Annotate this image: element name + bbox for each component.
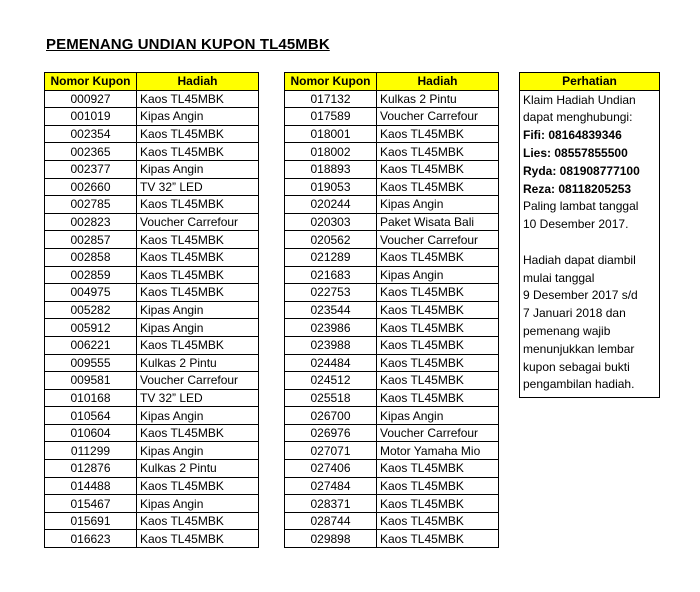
prize-cell: Kipas Angin	[137, 108, 259, 126]
table-row	[285, 90, 499, 108]
table-row	[45, 424, 259, 442]
table-row	[285, 231, 499, 249]
prize-cell: Kaos TL45MBK	[137, 125, 259, 143]
coupon-number-cell: 027484	[285, 477, 377, 495]
table-row	[45, 477, 259, 495]
prize-cell: Voucher Carrefour	[137, 213, 259, 231]
coupon-number-cell: 020303	[285, 213, 377, 231]
coupon-number-cell: 015691	[45, 512, 137, 530]
table-row	[45, 143, 259, 161]
coupon-number-cell: 023544	[285, 301, 377, 319]
prize-cell: Kaos TL45MBK	[137, 477, 259, 495]
notice-intro-line: dapat menghubungi:	[523, 110, 633, 125]
table-row	[285, 284, 499, 302]
prize-cell: Kulkas 2 Pintu	[137, 354, 259, 372]
column-header-prize: Hadiah	[377, 73, 499, 91]
table-row	[285, 495, 499, 513]
table-row	[45, 90, 259, 108]
prize-cell: Kaos TL45MBK	[377, 319, 499, 337]
deadline-line: 10 Desember 2017.	[523, 217, 629, 232]
prize-cell: Kaos TL45MBK	[137, 336, 259, 354]
table-row	[285, 530, 499, 548]
prize-cell: Kaos TL45MBK	[377, 160, 499, 178]
prize-cell: Kipas Angin	[137, 319, 259, 337]
table-row	[45, 389, 259, 407]
table-row	[45, 319, 259, 337]
coupon-number-cell: 021683	[285, 266, 377, 284]
table-row	[285, 108, 499, 126]
table-row	[45, 160, 259, 178]
prize-cell: Kaos TL45MBK	[377, 178, 499, 196]
notice-box	[519, 72, 660, 398]
coupon-number-cell: 022753	[285, 284, 377, 302]
coupon-number-cell: 015467	[45, 495, 137, 513]
coupon-number-cell: 004975	[45, 284, 137, 302]
coupon-number-cell: 018001	[285, 125, 377, 143]
prize-cell: Kaos TL45MBK	[137, 530, 259, 548]
pickup-line: 7 Januari 2018 dan	[523, 306, 626, 321]
prize-cell: Kaos TL45MBK	[137, 231, 259, 249]
coupon-number-cell: 024512	[285, 372, 377, 390]
coupon-number-cell: 028744	[285, 512, 377, 530]
prize-cell: Kipas Angin	[137, 407, 259, 425]
table-row	[45, 231, 259, 249]
coupon-number-cell: 019053	[285, 178, 377, 196]
prize-cell: Kaos TL45MBK	[377, 372, 499, 390]
prize-cell: Kipas Angin	[137, 160, 259, 178]
prize-cell: Kipas Angin	[377, 266, 499, 284]
prize-cell: Kaos TL45MBK	[377, 336, 499, 354]
table-row	[285, 125, 499, 143]
table-row	[285, 460, 499, 478]
coupon-number-cell: 002354	[45, 125, 137, 143]
coupon-number-cell: 002857	[45, 231, 137, 249]
coupon-number-cell: 002823	[45, 213, 137, 231]
prize-cell: Kaos TL45MBK	[137, 424, 259, 442]
prize-cell: Kaos TL45MBK	[377, 477, 499, 495]
coupon-number-cell: 023988	[285, 336, 377, 354]
winners-table-left	[44, 72, 259, 548]
contact-line: Lies: 08557855500	[523, 145, 628, 160]
coupon-number-cell: 002365	[45, 143, 137, 161]
prize-cell: Kaos TL45MBK	[137, 90, 259, 108]
table-row	[45, 213, 259, 231]
prize-cell: Kaos TL45MBK	[137, 266, 259, 284]
table-row	[285, 319, 499, 337]
table-row	[285, 178, 499, 196]
table-row	[45, 372, 259, 390]
prize-cell: Kulkas 2 Pintu	[377, 90, 499, 108]
coupon-number-cell: 017132	[285, 90, 377, 108]
prize-cell: Kaos TL45MBK	[377, 143, 499, 161]
table-row	[285, 266, 499, 284]
prize-cell: Kaos TL45MBK	[377, 248, 499, 266]
coupon-number-cell: 014488	[45, 477, 137, 495]
prize-cell: Kaos TL45MBK	[377, 389, 499, 407]
coupon-number-cell: 005282	[45, 301, 137, 319]
prize-cell: Kaos TL45MBK	[137, 248, 259, 266]
coupon-number-cell: 012876	[45, 460, 137, 478]
page-title: PEMENANG UNDIAN KUPON TL45MBK	[46, 36, 330, 53]
table-row	[45, 460, 259, 478]
coupon-number-cell: 017589	[285, 108, 377, 126]
prize-cell: Kaos TL45MBK	[377, 125, 499, 143]
table-row	[285, 424, 499, 442]
pickup-line: 9 Desember 2017 s/d	[523, 288, 638, 303]
table-row	[45, 301, 259, 319]
prize-cell: Kaos TL45MBK	[137, 143, 259, 161]
table-row	[285, 354, 499, 372]
coupon-number-cell: 027406	[285, 460, 377, 478]
prize-cell: Kaos TL45MBK	[377, 512, 499, 530]
coupon-number-cell: 010604	[45, 424, 137, 442]
prize-cell: TV 32” LED	[137, 389, 259, 407]
table-row	[285, 389, 499, 407]
coupon-number-cell: 009555	[45, 354, 137, 372]
prize-cell: Kaos TL45MBK	[377, 354, 499, 372]
coupon-number-cell: 006221	[45, 336, 137, 354]
column-header-coupon-number: Nomor Kupon	[45, 73, 137, 91]
prize-cell: Kaos TL45MBK	[377, 530, 499, 548]
table-row	[285, 336, 499, 354]
coupon-number-cell: 024484	[285, 354, 377, 372]
table-row	[285, 442, 499, 460]
coupon-number-cell: 002660	[45, 178, 137, 196]
column-header-prize: Hadiah	[137, 73, 259, 91]
table-row	[285, 248, 499, 266]
column-header-coupon-number: Nomor Kupon	[285, 73, 377, 91]
contact-line: Fifi: 08164839346	[523, 128, 622, 143]
prize-cell: Kaos TL45MBK	[137, 284, 259, 302]
pickup-line: Hadiah dapat diambil	[523, 252, 636, 267]
prize-cell: Kaos TL45MBK	[137, 512, 259, 530]
notice-spacer	[523, 234, 656, 252]
pickup-line: pengambilan hadiah.	[523, 377, 635, 392]
coupon-number-cell: 018002	[285, 143, 377, 161]
coupon-number-cell: 021289	[285, 248, 377, 266]
table-header-row	[285, 73, 499, 91]
coupon-number-cell: 026700	[285, 407, 377, 425]
coupon-number-cell: 010564	[45, 407, 137, 425]
table-row	[285, 143, 499, 161]
table-row	[285, 407, 499, 425]
table-row	[285, 213, 499, 231]
prize-cell: Kipas Angin	[137, 301, 259, 319]
table-row	[285, 372, 499, 390]
pickup-line: kupon sebagai bukti	[523, 359, 630, 374]
prize-cell: Voucher Carrefour	[377, 424, 499, 442]
table-row	[285, 196, 499, 214]
prize-cell: Voucher Carrefour	[377, 231, 499, 249]
table-row	[45, 530, 259, 548]
table-row	[45, 196, 259, 214]
coupon-number-cell: 002377	[45, 160, 137, 178]
coupon-number-cell: 025518	[285, 389, 377, 407]
coupon-number-cell: 009581	[45, 372, 137, 390]
pickup-line: mulai tanggal	[523, 270, 595, 285]
contact-line: Ryda: 081908777100	[523, 163, 640, 178]
prize-cell: TV 32” LED	[137, 178, 259, 196]
prize-cell: Kipas Angin	[137, 495, 259, 513]
table-row	[285, 160, 499, 178]
notice-body	[520, 91, 659, 398]
coupon-number-cell: 002785	[45, 196, 137, 214]
coupon-number-cell: 029898	[285, 530, 377, 548]
coupon-number-cell: 018893	[285, 160, 377, 178]
prize-cell: Kaos TL45MBK	[377, 460, 499, 478]
prize-cell: Kaos TL45MBK	[137, 196, 259, 214]
prize-cell: Kipas Angin	[377, 407, 499, 425]
table-row	[45, 407, 259, 425]
prize-cell: Kulkas 2 Pintu	[137, 460, 259, 478]
deadline-line: Paling lambat tanggal	[523, 199, 639, 214]
prize-cell: Kipas Angin	[377, 196, 499, 214]
table-row	[45, 108, 259, 126]
prize-cell: Kaos TL45MBK	[377, 301, 499, 319]
coupon-number-cell: 011299	[45, 442, 137, 460]
table-row	[45, 248, 259, 266]
coupon-number-cell: 020244	[285, 196, 377, 214]
coupon-number-cell: 002858	[45, 248, 137, 266]
coupon-number-cell: 005912	[45, 319, 137, 337]
winners-table-right	[284, 72, 499, 548]
coupon-number-cell: 000927	[45, 90, 137, 108]
notice-heading: Perhatian	[520, 73, 659, 91]
prize-cell: Kipas Angin	[137, 442, 259, 460]
coupon-number-cell: 028371	[285, 495, 377, 513]
coupon-number-cell: 002859	[45, 266, 137, 284]
prize-cell: Voucher Carrefour	[137, 372, 259, 390]
table-row	[45, 266, 259, 284]
table-row	[45, 354, 259, 372]
coupon-number-cell: 010168	[45, 389, 137, 407]
coupon-number-cell: 023986	[285, 319, 377, 337]
prize-cell: Voucher Carrefour	[377, 108, 499, 126]
table-row	[45, 336, 259, 354]
table-row	[285, 477, 499, 495]
coupon-number-cell: 020562	[285, 231, 377, 249]
prize-cell: Paket Wisata Bali	[377, 213, 499, 231]
table-header-row	[45, 73, 259, 91]
pickup-line: pemenang wajib	[523, 323, 611, 338]
table-row	[45, 495, 259, 513]
table-row	[285, 512, 499, 530]
contact-line: Reza: 08118205253	[523, 181, 632, 196]
table-row	[45, 512, 259, 530]
coupon-number-cell: 027071	[285, 442, 377, 460]
table-row	[45, 284, 259, 302]
prize-cell: Kaos TL45MBK	[377, 284, 499, 302]
prize-cell: Kaos TL45MBK	[377, 495, 499, 513]
coupon-number-cell: 001019	[45, 108, 137, 126]
coupon-number-cell: 026976	[285, 424, 377, 442]
pickup-line: menunjukkan lembar	[523, 341, 635, 356]
table-row	[285, 301, 499, 319]
table-row	[45, 178, 259, 196]
table-row	[45, 125, 259, 143]
coupon-number-cell: 016623	[45, 530, 137, 548]
prize-cell: Motor Yamaha Mio	[377, 442, 499, 460]
notice-intro-line: Klaim Hadiah Undian	[523, 92, 636, 107]
table-row	[45, 442, 259, 460]
